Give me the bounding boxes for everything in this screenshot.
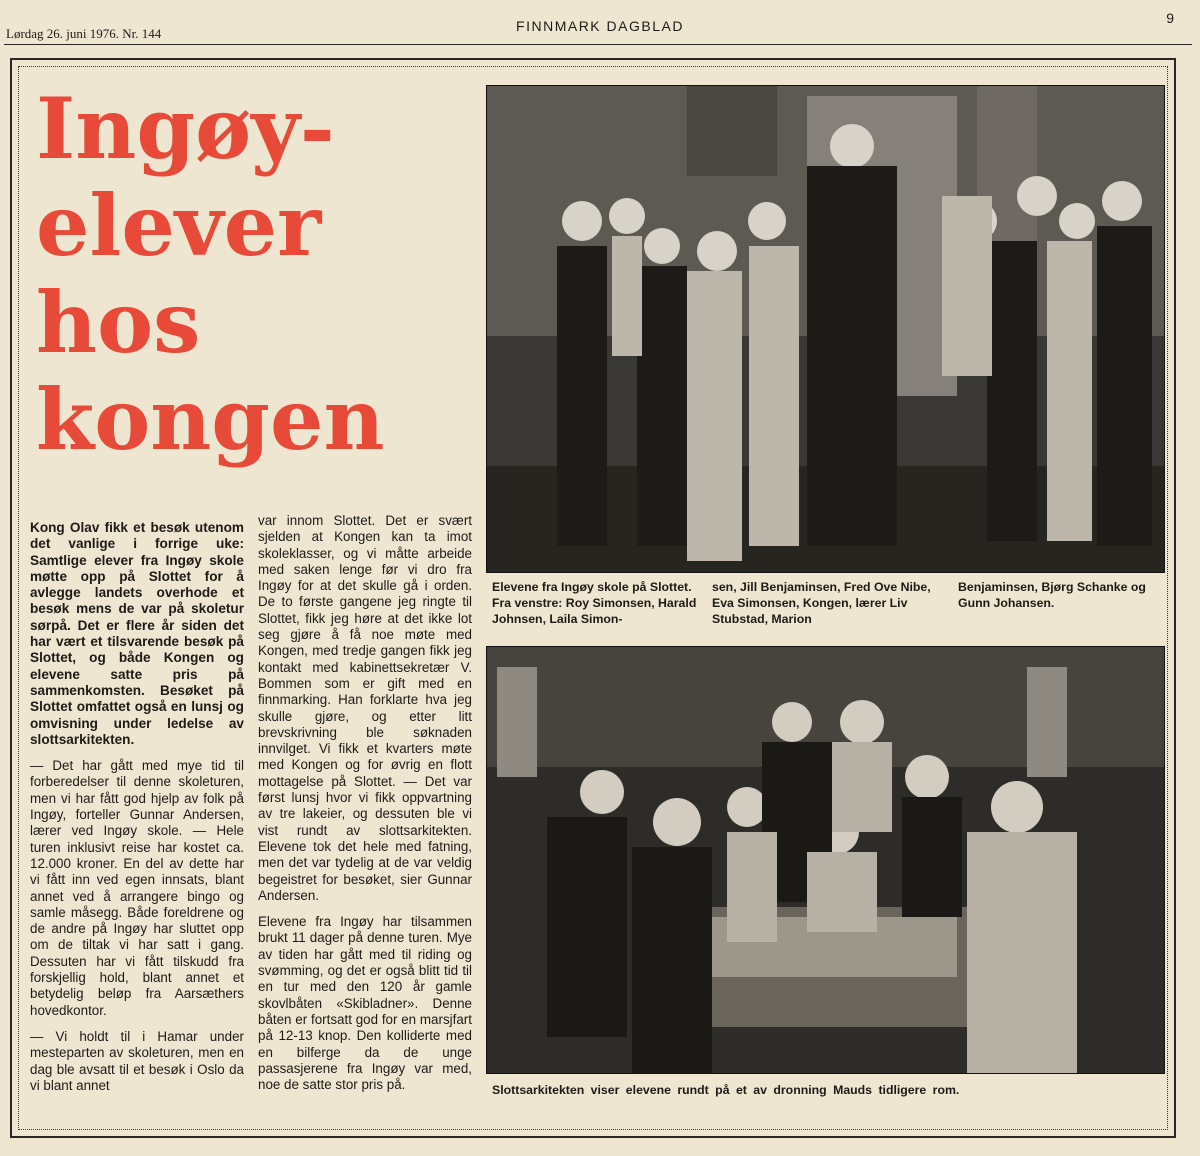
body-paragraph: — Det har gått med mye tid til forberedelser til denne skoleturen, men vi har fått god hjelp av folk på Ingøy, forteller Gunnar Andersen, lærer ved Ingøy skole. — Hele turen inklusivt reise har kostet ca. 12.000 kroner. En del av dette har vi fått inn ved egen innsats, blant annet ved å arrangere bingo og samle måsegg. Både foreldrene og de andre på Ingøy har sluttet opp om de tiltak vi har satt i gang. Dessuten har vi fått tilskudd fra forskjellig hold, blant annet et betydelig beløp fra Aarsæthers hovedkontor. [30, 758, 244, 1018]
photo1-caption-part-2: sen, Jill Benjaminsen, Fred Ove Nibe, Eva Simonsen, Kongen, lærer Liv Stubstad, Marion [712, 580, 931, 627]
lead-paragraph: Kong Olav fikk et besøk utenom det vanlige i forrige uke: Samtlige elever fra Ingøy skole møtte opp på Slottet for å avlegge landets overhode et besøk mens de var på skoletur sørpå. Det er flere år siden det har vært et tilsvarende besøk på Slottet, og både Kongen og elevene satte pris på sammenkomsten. Besøket på Slottet omfattet også en lunsj og omvisning under ledelse av slottsarkitekten. [30, 520, 244, 747]
photo-group-illustration [487, 86, 1164, 572]
headline-line-1: Ingøy- [36, 79, 335, 178]
masthead-rule [4, 44, 1192, 45]
photo1-caption-part-1: Elevene fra Ingøy skole på Slottet. Fra venstre: Roy Simonsen, Harald Johnsen, Laila Simon- [492, 580, 697, 627]
headline-line-2: elever [36, 176, 322, 275]
masthead [0, 0, 1200, 52]
text-column-2 [258, 513, 472, 1093]
text-column-1 [30, 520, 244, 1094]
photo-room-illustration [487, 647, 1164, 1073]
headline-line-3: hos [36, 273, 201, 372]
body-paragraph: Elevene fra Ingøy har tilsammen brukt 11 dager på denne turen. Mye av tiden har gått med til riding og svømming, og det er også blitt tid til en tur med den 120 år gamle skovlbåten «Skibladner». Denne båten er fortsatt god for en marsjfart på 12-13 knop. Den kolliderte med en bilferge da de unge passasjerene fra Ingøy var med, noe de satte stor pris på. [258, 914, 472, 1093]
body-paragraph: — Vi holdt til i Hamar under mesteparten av skoleturen, men en dag ble avsatt til et besøk i Oslo da vi blant annet [30, 1028, 244, 1093]
photo1-caption-part-3: Benjaminsen, Bjørg Schanke og Gunn Johansen. [958, 580, 1146, 611]
headline-line-4: kongen [36, 370, 385, 469]
headline [36, 80, 476, 468]
photo-architect-showing-room [486, 646, 1165, 1074]
photo2-caption: Slottsarkitekten viser elevene rundt på et av dronning Mauds tidligere rom. [492, 1083, 960, 1097]
body-paragraph: var innom Slottet. Det er svært sjelden at Kongen kan ta imot skoleklasser, og vi måtte arbeide med saken lenge før vi dro fra Ingøy for at det skulle gå i orden. De to første gangene jeg ringte til Slottet, fikk jeg høre at det ikke lot seg gjøre å få noe møte med Kongen, med tredje gangen fikk jeg kontakt med kabinettsekretær V. Bommen som er gift med en finnmarking. Han forklarte hva jeg skulle gjøre, og etter litt brevskrivning ble søknaden innvilget. Vi fikk et kvarters møte med Kongen og for øvrig en flott mottagelse på Slottet. — Det var først lunsj hvor vi fikk oppvartning av tre lakeier, og dessuten ble vi vist rundt av slottsarkitekten. Elevene tok det hele med fatning, men det var tydelig at de var veldig begeistret for besøket, sier Gunnar Andersen. [258, 513, 472, 903]
page-number: 9 [1166, 10, 1174, 26]
newspaper-name: FINNMARK DAGBLAD [516, 18, 684, 34]
issue-date: Lørdag 26. juni 1976. Nr. 144 [6, 26, 162, 41]
photo-students-with-king [486, 85, 1165, 573]
